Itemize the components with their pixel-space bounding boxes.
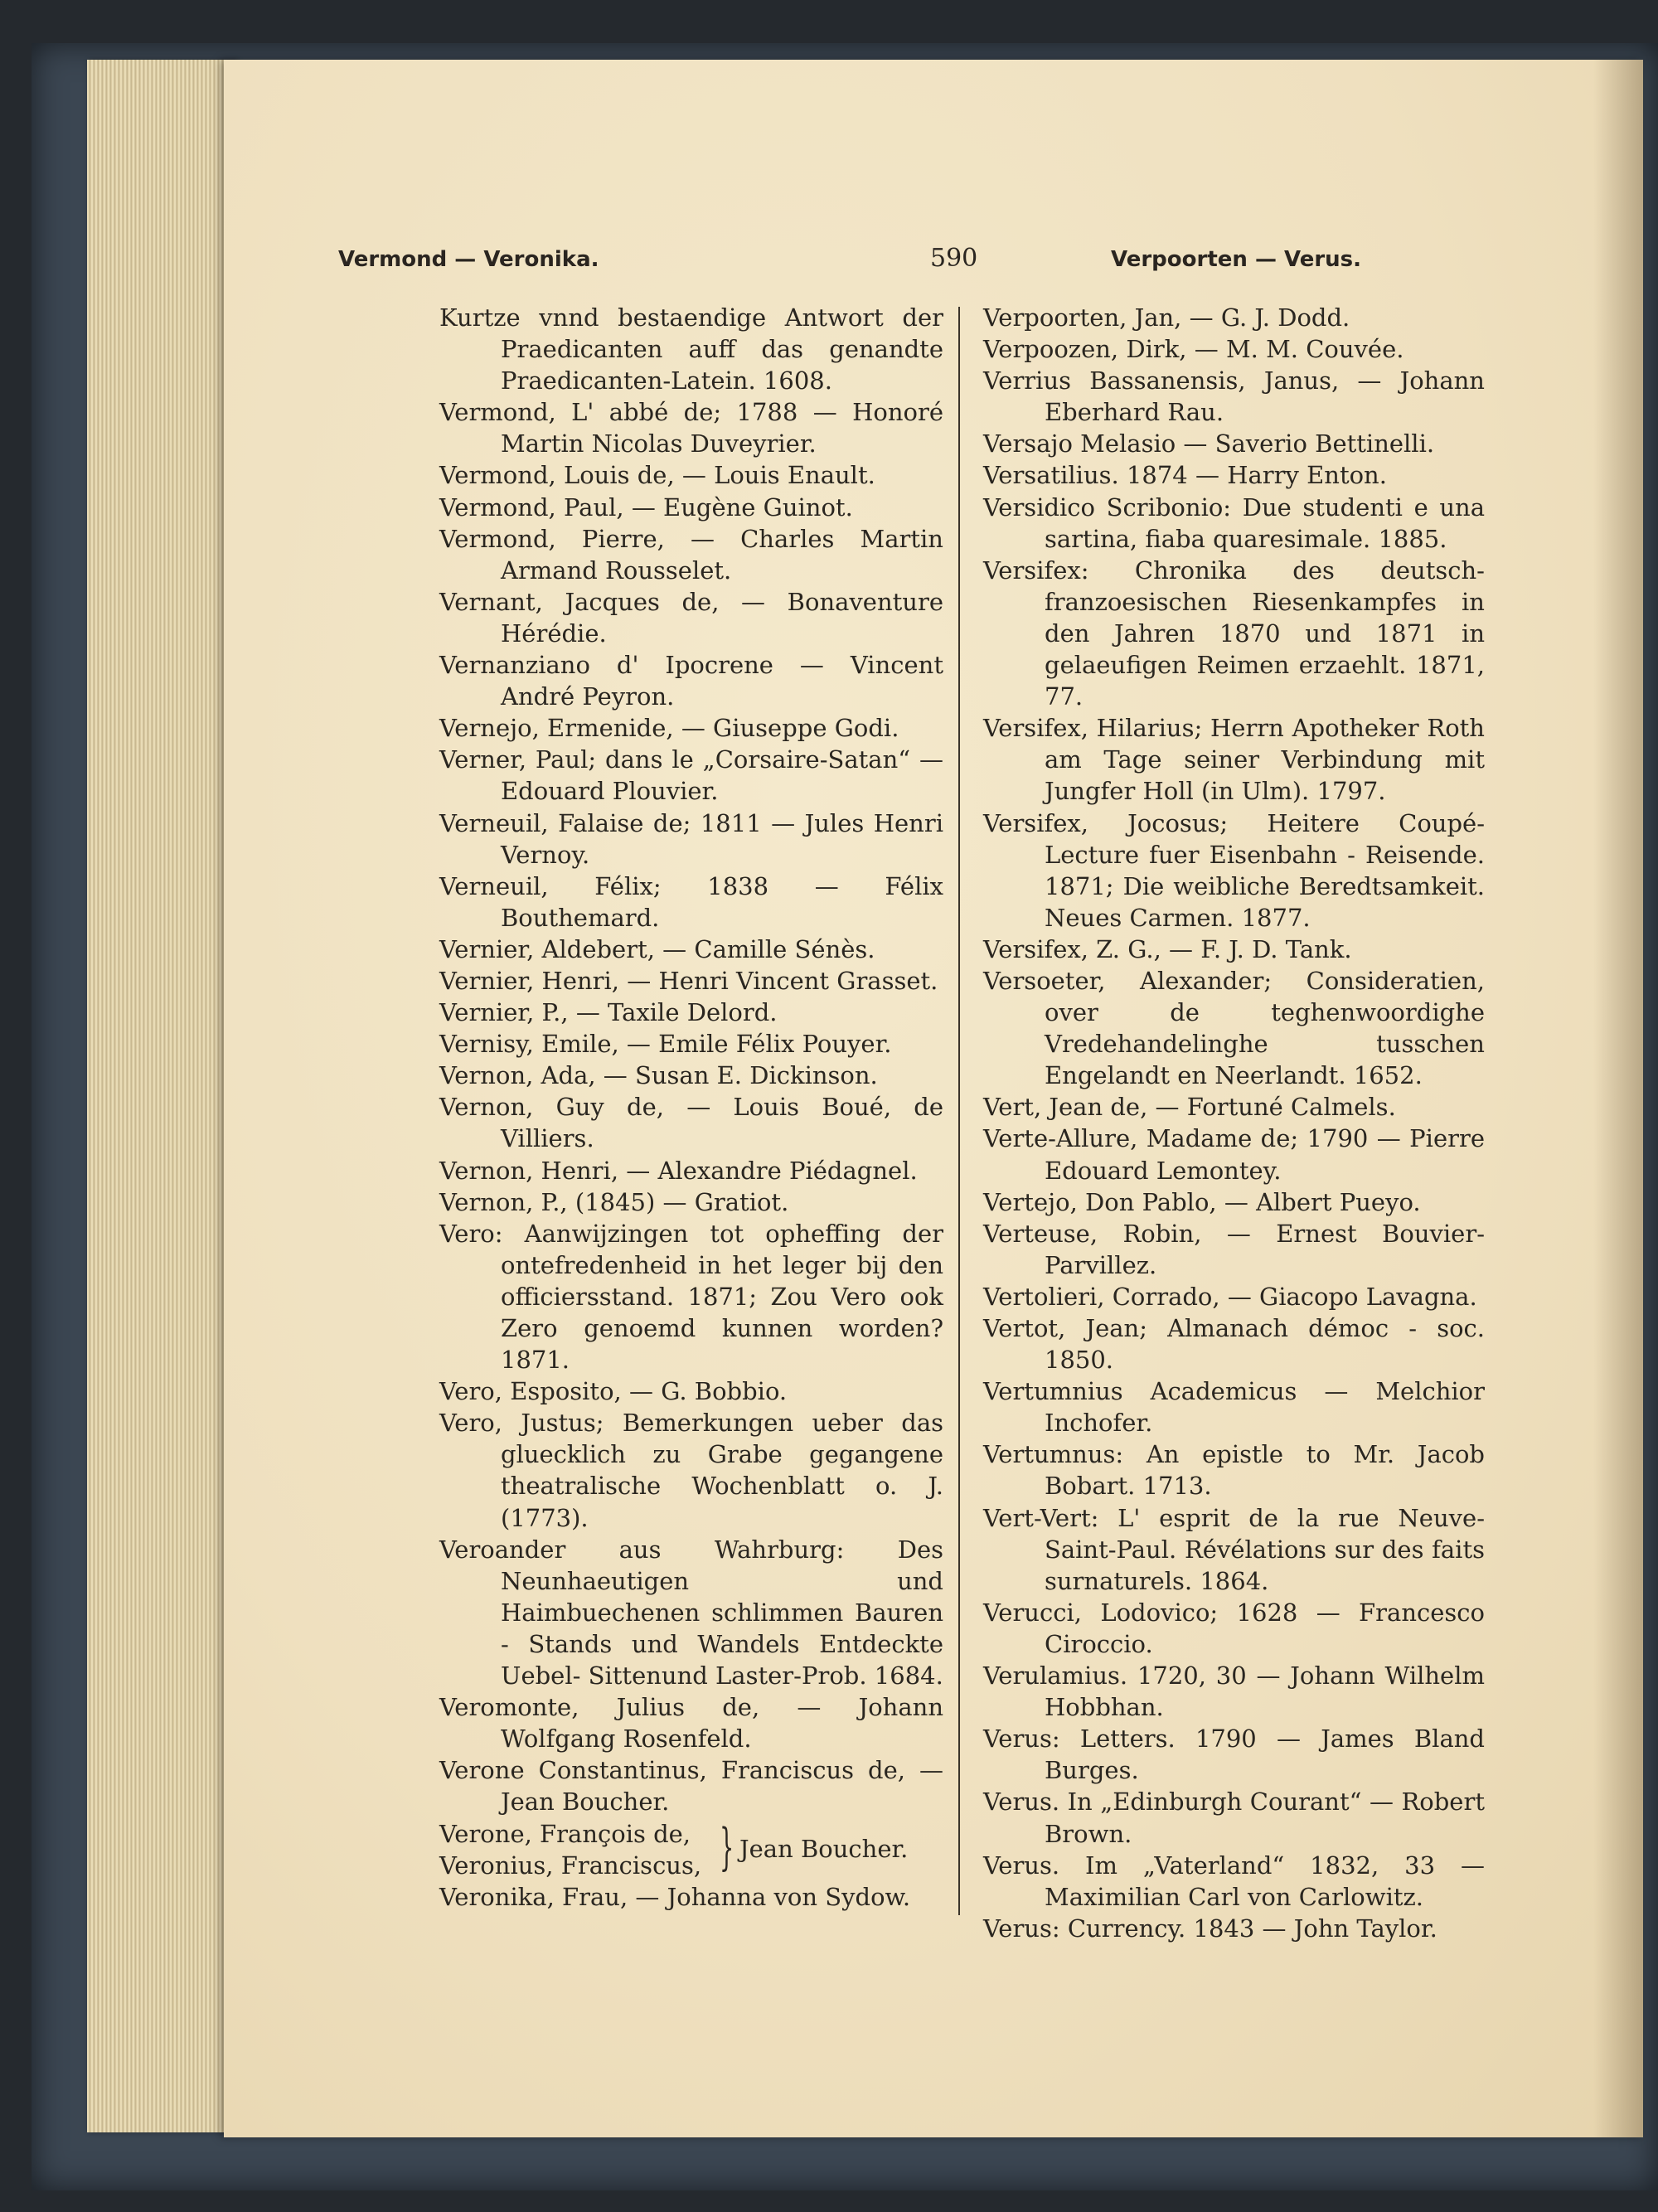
- list-item: Vernier, Henri, — Henri Vincent Grasset.: [439, 966, 938, 995]
- list-item: Vernier, P., — Taxile Delord.: [439, 998, 778, 1027]
- list-item: Versifex, Hilarius; Herrn Apotheker Roth am Tage seiner Verbindung mit Jungfer Holl (in Ulm). 1797.: [983, 714, 1485, 806]
- list-item: Verneuil, Falaise de; 1811 — Jules Henri Vernoy.: [439, 808, 943, 869]
- list-item: Vernisy, Emile, — Emile Félix Pouyer.: [439, 1030, 892, 1059]
- list-item: Versatilius. 1874 — Harry Enton.: [983, 461, 1387, 490]
- list-item: Vert, Jean de, — Fortuné Calmels.: [983, 1093, 1396, 1122]
- list-item: Vertumnius Academicus — Melchior Inchofer.: [983, 1377, 1485, 1438]
- list-item: Veroander aus Wahrburg: Des Neunhaeutigen und Haimbuechenen schlimmen Bauren - Stands und Wandels Entdeckte Uebel- Sittenund Laster-Prob. 1684.: [439, 1535, 943, 1691]
- bracket-line-1: Verone, François de,: [439, 1819, 691, 1848]
- list-item: Vert-Vert: L' esprit de la rue Neuve-Saint-Paul. Révélations sur des faits surnaturels. 1864.: [983, 1503, 1485, 1595]
- list-item: Verteuse, Robin, — Ernest Bouvier-Parvillez.: [983, 1219, 1485, 1279]
- list-item: Vernanziano d' Ipocrene — Vincent André Peyron.: [439, 651, 943, 711]
- list-item: Vernejo, Ermenide, — Giuseppe Godi.: [439, 714, 899, 743]
- list-item: Verpoozen, Dirk, — M. M. Couvée.: [983, 335, 1404, 364]
- list-item: Vernon, P., (1845) — Gratiot.: [439, 1187, 789, 1216]
- list-item: Vero, Justus; Bemerkungen ueber das gluecklich zu Grabe gegangene theatralische Wochenblatt o. J. (1773).: [439, 1409, 943, 1532]
- list-item: Verrius Bassanensis, Janus, — Johann Eberhard Rau.: [983, 366, 1485, 427]
- list-item: Versajo Melasio — Saverio Bettinelli.: [983, 429, 1435, 458]
- list-item: Verte-Allure, Madame de; 1790 — Pierre Edouard Lemontey.: [983, 1124, 1485, 1185]
- page-number: 590: [930, 244, 978, 273]
- bracket-target: Jean Boucher.: [739, 1834, 909, 1863]
- list-item: Vero, Esposito, — G. Bobbio.: [439, 1377, 788, 1406]
- list-item: Versoeter, Alexander; Consideratien, over de teghenwoordighe Vredehandelinghe tusschen Engelandt en Neerlandt. 1652.: [983, 966, 1485, 1090]
- list-item: Versidico Scribonio: Due studenti e una sartina, fiaba quaresimale. 1885.: [983, 492, 1485, 553]
- list-item: Vernon, Henri, — Alexandre Piédagnel.: [439, 1156, 918, 1185]
- list-item: Vernon, Ada, — Susan E. Dickinson.: [439, 1061, 878, 1090]
- list-item: Versifex: Chronika des deutsch-franzoesischen Riesenkampfes in den Jahren 1870 und 1871 in gelaeufigen Reimen erzaehlt. 1871, 77.: [983, 555, 1485, 711]
- left-column: [439, 302, 943, 1913]
- list-item: Veromonte, Julius de, — Johann Wolfgang Rosenfeld.: [439, 1693, 943, 1754]
- right-column: [983, 302, 1485, 1944]
- list-item: Verone Constantinus, Franciscus de, — Jean Boucher.: [439, 1756, 943, 1817]
- list-item: Verus. In „Edinburgh Courant“ — Robert Brown.: [983, 1788, 1485, 1848]
- page-header: [0, 0, 1658, 273]
- list-item: Vernier, Aldebert, — Camille Sénès.: [439, 934, 875, 963]
- list-item: Vertolieri, Corrado, — Giacopo Lavagna.: [983, 1282, 1477, 1311]
- list-item: Verulamius. 1720, 30 — Johann Wilhelm Hobbhan.: [983, 1661, 1485, 1722]
- page-edges: [87, 60, 236, 2132]
- list-item: Kurtze vnnd bestaendige Antwort der Praedicanten auff das genandte Praedicanten-Latein. 1608.: [439, 303, 943, 395]
- list-item: Vero: Aanwijzingen tot opheffing der ontefredenheid in het leger bij den officiersstand. 1871; Zou Vero ook Zero genoemd kunnen worden? 1871.: [439, 1219, 943, 1375]
- list-item: Vertejo, Don Pablo, — Albert Pueyo.: [983, 1187, 1421, 1216]
- list-item: Vermond, Paul, — Eugène Guinot.: [439, 492, 853, 521]
- list-item: Vernon, Guy de, — Louis Boué, de Villiers.: [439, 1093, 943, 1153]
- list-item: Vertumnus: An epistle to Mr. Jacob Bobart. 1713.: [983, 1440, 1485, 1501]
- list-item: Versifex, Z. G., — F. J. D. Tank.: [983, 934, 1352, 963]
- list-item: Verus. Im „Vaterland“ 1832, 33 — Maximilian Carl von Carlowitz.: [983, 1851, 1485, 1911]
- list-item: Verpoorten, Jan, — G. J. Dodd.: [983, 303, 1350, 332]
- bracket-entry: [439, 1818, 943, 1881]
- list-item: Verneuil, Félix; 1838 — Félix Bouthemard.: [439, 871, 943, 932]
- list-item: Versifex, Jocosus; Heitere Coupé-Lecture fuer Eisenbahn - Reisende. 1871; Die weibliche Beredtsamkeit. Neues Carmen. 1877.: [983, 808, 1485, 932]
- list-item: Vermond, L' abbé de; 1788 — Honoré Martin Nicolas Duveyrier.: [439, 398, 943, 458]
- list-item: Verus: Letters. 1790 — James Bland Burges.: [983, 1724, 1485, 1785]
- list-item: Veronika, Frau, — Johanna von Sydow.: [439, 1882, 911, 1911]
- header-right: Verpoorten — Verus.: [1111, 247, 1362, 272]
- list-item: Verner, Paul; dans le „Corsaire-Satan“ — Edouard Plouvier.: [439, 745, 943, 806]
- list-item: Vermond, Pierre, — Charles Martin Armand Rousselet.: [439, 524, 943, 585]
- brace-mark: }: [720, 1817, 734, 1876]
- column-divider: [958, 307, 960, 1915]
- spine-shadow: [1593, 60, 1643, 2137]
- list-item: Verus: Currency. 1843 — John Taylor.: [983, 1914, 1437, 1943]
- list-item: Vertot, Jean; Almanach démoc - soc. 1850.: [983, 1314, 1485, 1375]
- bracket-line-2: Veronius, Franciscus,: [439, 1851, 702, 1880]
- header-left: Vermond — Veronika.: [338, 247, 599, 272]
- list-item: Verucci, Lodovico; 1628 — Francesco Ciroccio.: [983, 1598, 1485, 1658]
- list-item: Vernant, Jacques de, — Bonaventure Hérédie.: [439, 587, 943, 648]
- list-item: Vermond, Louis de, — Louis Enault.: [439, 461, 875, 490]
